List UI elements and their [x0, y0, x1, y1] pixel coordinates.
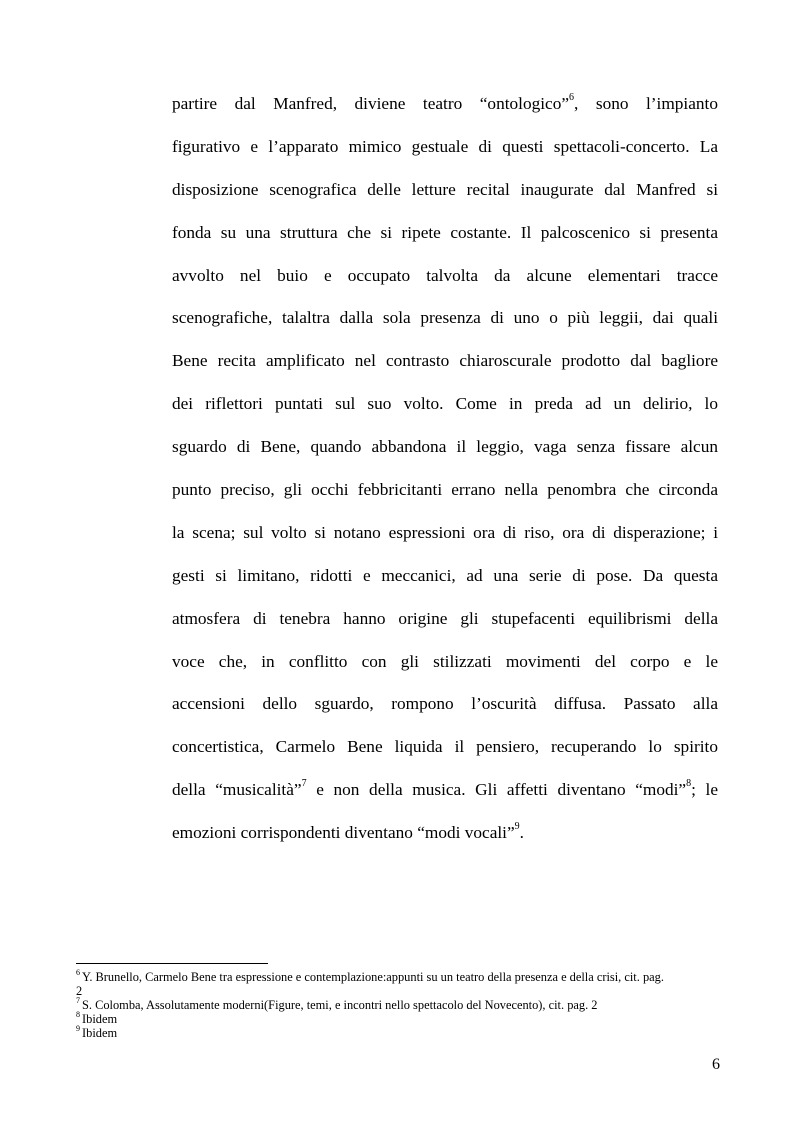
footnote-ref-8[interactable]: 8 [686, 778, 692, 790]
text-line-17: della “musicalità”$^7$ e non della musica. Gli affetti diventano “modi”$^8$; le [172, 778, 718, 800]
text-line-3: disposizione scenografica delle letture recital inaugurate dal Manfred si [172, 179, 718, 199]
text-line-11: la scena; sul volto si notano espressioni ora di riso, ora di disperazione; i [172, 522, 718, 542]
footnote-7: $^7$ S. Colomba, Assolutamente moderni(Figure, temi, e incontri nello spettacolo del Novecento), cit. pag. 2 [76, 995, 598, 1012]
text-line-1: partire dal Manfred, diviene teatro “ontologico”$^6$, sono l’impianto [172, 92, 718, 113]
body-paragraph [172, 83, 718, 855]
text-line-6: scenografiche, talaltra dalla sola presenza di uno o più leggii, dai quali [172, 308, 718, 328]
footnote-ref-6[interactable]: 6 [569, 92, 575, 104]
text-line-4: fonda su una struttura che si ripete costante. Il palcoscenico si presenta [172, 222, 718, 242]
footnote-separator [76, 963, 268, 964]
text-line-16: concertistica, Carmelo Bene liquida il pensiero, recuperando lo spirito [172, 737, 718, 757]
footnote-ref-7[interactable]: 7 [301, 778, 307, 790]
footnote-6-continuation: 2 [76, 984, 83, 998]
text-line-8: dei riflettori puntati sul suo volto. Come in preda ad un delirio, lo [172, 394, 718, 414]
page-number: 6 [712, 1056, 720, 1073]
text-line-7: Bene recita amplificato nel contrasto chiaroscurale prodotto dal bagliore [172, 351, 718, 371]
text-line-12: gesti si limitano, ridotti e meccanici, ad una serie di pose. Da questa [172, 565, 718, 585]
text-line-15: accensioni dello sguardo, rompono l’oscurità diffusa. Passato alla [172, 694, 718, 714]
text-line-9: sguardo di Bene, quando abbandona il leggio, vaga senza fissare alcun [172, 437, 718, 457]
footnote-6: $^6$ Y. Brunello, Carmelo Bene tra espressione e contemplazione:appunti su un teatro della presenza e della crisi, cit. pag. [76, 967, 664, 984]
text-line-10: punto preciso, gli occhi febbricitanti errano nella penombra che circonda [172, 480, 718, 500]
footnote-9: $^9$ Ibidem [76, 1023, 118, 1040]
text-line-5: avvolto nel buio e occupato talvolta da alcune elementari tracce [172, 265, 718, 285]
text-line-18: emozioni corrispondenti diventano “modi vocali”$^9$. [172, 821, 524, 843]
text-line-14: voce che, in conflitto con gli stilizzati movimenti del corpo e le [172, 651, 718, 671]
text-line-2: figurativo e l’apparato mimico gestuale di questi spettacoli-concerto. La [172, 136, 718, 156]
footnotes [76, 967, 726, 1040]
footnote-ref-9[interactable]: 9 [514, 821, 520, 833]
footnote-8: $^8$ Ibidem [76, 1009, 118, 1026]
text-line-13: atmosfera di tenebra hanno origine gli stupefacenti equilibrismi della [172, 608, 718, 628]
